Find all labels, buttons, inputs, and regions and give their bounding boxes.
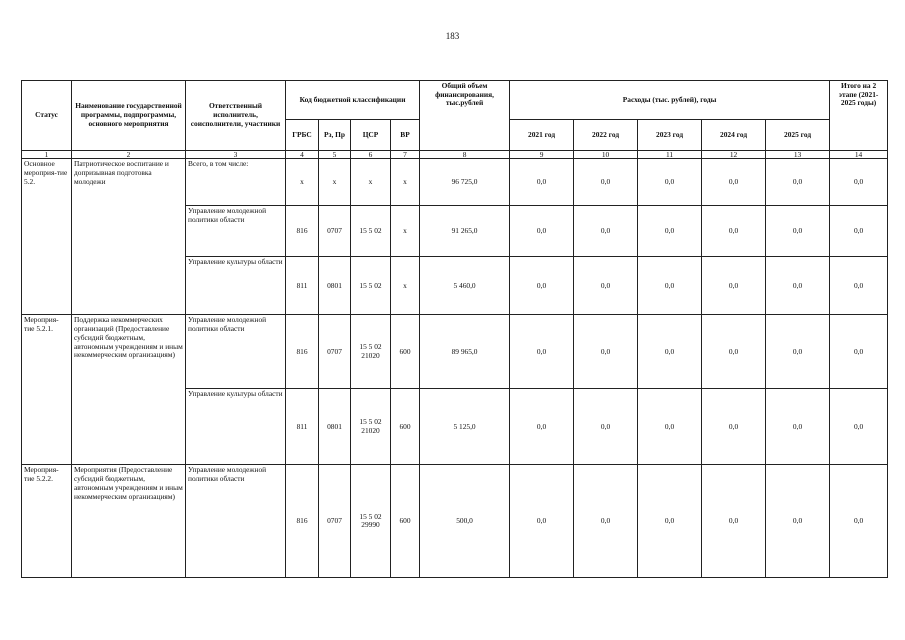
stage-total-cell: 0,0 bbox=[830, 465, 888, 578]
total-volume-cell: 96 725,0 bbox=[420, 159, 510, 206]
rzpr-cell: 0707 bbox=[319, 315, 351, 389]
column-number: 10 bbox=[574, 151, 638, 159]
header-year-2023: 2023 год bbox=[638, 120, 702, 151]
year-2021-cell: 0,0 bbox=[510, 206, 574, 257]
grbs-cell: х bbox=[286, 159, 319, 206]
column-number: 11 bbox=[638, 151, 702, 159]
year-2025-cell: 0,0 bbox=[766, 159, 830, 206]
year-2025-cell: 0,0 bbox=[766, 465, 830, 578]
header-stage-total: Итого на 2 этапе (2021-2025 годы) bbox=[830, 81, 888, 151]
grbs-cell: 811 bbox=[286, 389, 319, 465]
vr-cell: х bbox=[391, 159, 420, 206]
status-cell: Мероприя-тие 5.2.2. bbox=[22, 465, 72, 578]
csr-cell: 15 5 02 21020 bbox=[351, 389, 391, 465]
year-2025-cell: 0,0 bbox=[766, 206, 830, 257]
grbs-cell: 816 bbox=[286, 315, 319, 389]
year-2023-cell: 0,0 bbox=[638, 159, 702, 206]
program-name-cell: Поддержка некоммерческих организаций (Предоставление субсидий бюджетным, автономным учреждениям и иным некоммерческим организациям) bbox=[72, 315, 186, 465]
csr-cell: 15 5 02 21020 bbox=[351, 315, 391, 389]
program-name-cell: Патриотическое воспитание и допризывная подготовка молодежи bbox=[72, 159, 186, 315]
column-number: 6 bbox=[351, 151, 391, 159]
column-number-row bbox=[22, 151, 888, 159]
csr-cell: 15 5 02 bbox=[351, 257, 391, 315]
header-expenses: Расходы (тыс. рублей), годы bbox=[510, 81, 830, 120]
year-2022-cell: 0,0 bbox=[574, 206, 638, 257]
column-number: 3 bbox=[186, 151, 286, 159]
year-2024-cell: 0,0 bbox=[702, 389, 766, 465]
year-2023-cell: 0,0 bbox=[638, 206, 702, 257]
year-2025-cell: 0,0 bbox=[766, 315, 830, 389]
year-2021-cell: 0,0 bbox=[510, 315, 574, 389]
year-2022-cell: 0,0 bbox=[574, 465, 638, 578]
header-year-2021: 2021 год bbox=[510, 120, 574, 151]
header-name: Наименование государственной программы, подпрограммы, основного мероприятия bbox=[72, 81, 186, 151]
column-number: 14 bbox=[830, 151, 888, 159]
header-grbs: ГРБС bbox=[286, 120, 319, 151]
total-volume-cell: 5 460,0 bbox=[420, 257, 510, 315]
csr-cell: 15 5 02 bbox=[351, 206, 391, 257]
header-row-1 bbox=[22, 81, 888, 120]
vr-cell: 600 bbox=[391, 465, 420, 578]
year-2021-cell: 0,0 bbox=[510, 159, 574, 206]
year-2023-cell: 0,0 bbox=[638, 465, 702, 578]
responsible-cell: Управление молодежной политики области bbox=[186, 206, 286, 257]
total-volume-cell: 500,0 bbox=[420, 465, 510, 578]
header-year-2024: 2024 год bbox=[702, 120, 766, 151]
column-number: 9 bbox=[510, 151, 574, 159]
header-csr: ЦСР bbox=[351, 120, 391, 151]
total-volume-cell: 5 125,0 bbox=[420, 389, 510, 465]
year-2021-cell: 0,0 bbox=[510, 257, 574, 315]
column-number: 4 bbox=[286, 151, 319, 159]
year-2023-cell: 0,0 bbox=[638, 389, 702, 465]
stage-total-cell: 0,0 bbox=[830, 389, 888, 465]
table-row bbox=[22, 159, 888, 206]
column-number: 13 bbox=[766, 151, 830, 159]
total-volume-cell: 91 265,0 bbox=[420, 206, 510, 257]
budget-table bbox=[21, 80, 888, 578]
rzpr-cell: х bbox=[319, 159, 351, 206]
program-name-cell: Мероприятия (Предоставление субсидий бюджетным, автономным учреждениям и иным некоммерческим организациям) bbox=[72, 465, 186, 578]
column-number: 8 bbox=[420, 151, 510, 159]
responsible-cell: Управление культуры области bbox=[186, 257, 286, 315]
header-year-2022: 2022 год bbox=[574, 120, 638, 151]
column-number: 5 bbox=[319, 151, 351, 159]
year-2022-cell: 0,0 bbox=[574, 257, 638, 315]
vr-cell: х bbox=[391, 206, 420, 257]
header-vr: ВР bbox=[391, 120, 420, 151]
vr-cell: х bbox=[391, 257, 420, 315]
column-number: 2 bbox=[72, 151, 186, 159]
year-2024-cell: 0,0 bbox=[702, 206, 766, 257]
rzpr-cell: 0707 bbox=[319, 206, 351, 257]
table-row bbox=[22, 465, 888, 578]
year-2022-cell: 0,0 bbox=[574, 159, 638, 206]
stage-total-cell: 0,0 bbox=[830, 159, 888, 206]
year-2022-cell: 0,0 bbox=[574, 315, 638, 389]
grbs-cell: 816 bbox=[286, 206, 319, 257]
year-2024-cell: 0,0 bbox=[702, 465, 766, 578]
header-budget-code: Код бюджетной классификации bbox=[286, 81, 420, 120]
grbs-cell: 816 bbox=[286, 465, 319, 578]
rzpr-cell: 0801 bbox=[319, 257, 351, 315]
responsible-cell: Управление молодежной политики области bbox=[186, 465, 286, 578]
year-2024-cell: 0,0 bbox=[702, 315, 766, 389]
responsible-cell: Управление молодежной политики области bbox=[186, 315, 286, 389]
vr-cell: 600 bbox=[391, 389, 420, 465]
stage-total-cell: 0,0 bbox=[830, 206, 888, 257]
rzpr-cell: 0801 bbox=[319, 389, 351, 465]
header-rzpr: Рз, Пр bbox=[319, 120, 351, 151]
header-responsible: Ответственный исполнитель, соисполнители, участники bbox=[186, 81, 286, 151]
table-row bbox=[22, 315, 888, 389]
stage-total-cell: 0,0 bbox=[830, 315, 888, 389]
column-number: 1 bbox=[22, 151, 72, 159]
csr-cell: х bbox=[351, 159, 391, 206]
csr-cell: 15 5 02 29990 bbox=[351, 465, 391, 578]
page-number: 183 bbox=[445, 31, 460, 41]
column-number: 7 bbox=[391, 151, 420, 159]
total-volume-cell: 89 965,0 bbox=[420, 315, 510, 389]
stage-total-cell: 0,0 bbox=[830, 257, 888, 315]
year-2023-cell: 0,0 bbox=[638, 315, 702, 389]
year-2025-cell: 0,0 bbox=[766, 257, 830, 315]
grbs-cell: 811 bbox=[286, 257, 319, 315]
status-cell: Основное мероприя-тие 5.2. bbox=[22, 159, 72, 315]
status-cell: Мероприя-тие 5.2.1. bbox=[22, 315, 72, 465]
header-year-2025: 2025 год bbox=[766, 120, 830, 151]
year-2024-cell: 0,0 bbox=[702, 257, 766, 315]
year-2022-cell: 0,0 bbox=[574, 389, 638, 465]
year-2025-cell: 0,0 bbox=[766, 389, 830, 465]
column-number: 12 bbox=[702, 151, 766, 159]
vr-cell: 600 bbox=[391, 315, 420, 389]
header-status: Статус bbox=[22, 81, 72, 151]
rzpr-cell: 0707 bbox=[319, 465, 351, 578]
responsible-cell: Всего, в том числе: bbox=[186, 159, 286, 206]
responsible-cell: Управление культуры области bbox=[186, 389, 286, 465]
year-2021-cell: 0,0 bbox=[510, 465, 574, 578]
year-2023-cell: 0,0 bbox=[638, 257, 702, 315]
year-2024-cell: 0,0 bbox=[702, 159, 766, 206]
header-total-volume: Общий объем финансирования, тыс.рублей bbox=[420, 81, 510, 151]
year-2021-cell: 0,0 bbox=[510, 389, 574, 465]
